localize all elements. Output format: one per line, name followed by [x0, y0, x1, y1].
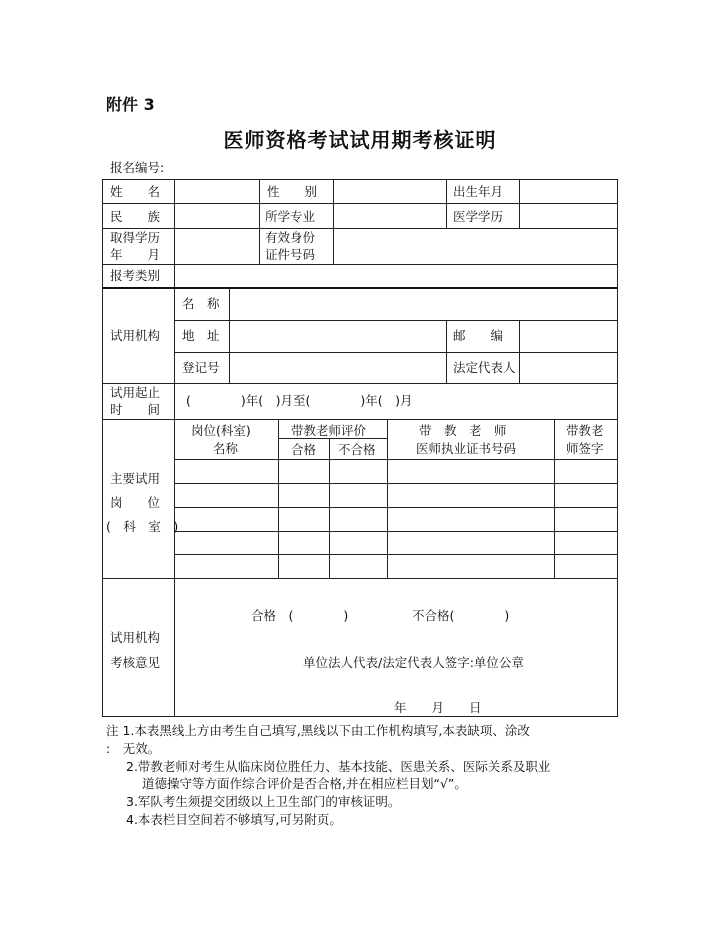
date-line: 年 月 日: [394, 700, 482, 715]
opinion-fail: 不合格( ): [412, 608, 510, 623]
teacher-cert-header-1: 带 教 老 师: [419, 423, 507, 438]
id-number-label-2: 证件号码: [265, 247, 316, 262]
registration-number-label: 报名编号:: [110, 160, 165, 175]
org-name-label: 名 称: [182, 296, 220, 311]
fail-header: 不合格: [338, 442, 376, 457]
main-post-label-1: 主要试用: [110, 471, 161, 486]
teacher-sign-header-2: 师签字: [566, 441, 604, 456]
birth-date-label: 出生年月: [453, 184, 504, 199]
note-4: 4.本表栏目空间若不够填写,可另附页。: [126, 812, 342, 827]
signature-line: 单位法人代表/法定代表人签字:单位公章: [303, 655, 524, 670]
teacher-sign-header-1: 带教老: [566, 423, 604, 438]
opinion-label-1: 试用机构: [110, 630, 161, 645]
ethnicity-label: 民 族: [110, 209, 161, 224]
legal-representative-label: 法定代表人: [453, 360, 516, 375]
trial-period-value: ( )年( )月至( )年( )月: [186, 393, 413, 408]
gender-label: 性 别: [267, 184, 318, 199]
org-address-label: 地 址: [182, 328, 220, 343]
pass-header: 合格: [291, 442, 317, 457]
note-3: 3.军队考生须提交团级以上卫生部门的审核证明。: [126, 794, 401, 809]
major-label: 所学专业: [265, 209, 316, 224]
teacher-cert-header-2: 医师执业证书号码: [416, 441, 517, 456]
degree-date-label-2: 年 月: [110, 247, 161, 262]
page-title: 医师资格考试试用期考核证明: [223, 128, 497, 152]
postal-code-label: 邮 编: [453, 328, 504, 343]
opinion-pass: 合格 ( ): [251, 608, 349, 623]
id-number-label-1: 有效身份: [265, 230, 316, 245]
main-post-label-2: 岗 位: [110, 495, 161, 510]
post-name-header-1: 岗位(科室): [191, 423, 251, 438]
main-post-label-3: ( 科 室 ): [106, 519, 179, 534]
attachment-label: 附件 3: [106, 95, 155, 114]
degree-date-label-1: 取得学历: [110, 230, 161, 245]
trial-period-label-1: 试用起止: [110, 385, 161, 400]
trial-period-label-2: 时 间: [110, 402, 161, 417]
post-name-header-2: 名称: [213, 441, 239, 456]
note-1b: : 无效。: [106, 741, 161, 756]
opinion-label-2: 考核意见: [110, 655, 161, 670]
note-2a: 2.带教老师对考生从临床岗位胜任力、基本技能、医患关系、医际关系及职业: [126, 759, 551, 774]
medical-degree-label: 医学学历: [453, 209, 504, 224]
note-2b: 道德操守等方面作综合评价是否合格,并在相应栏目划“√”。: [142, 776, 467, 791]
teacher-evaluation-header: 带教老师评价: [291, 423, 367, 438]
exam-category-label: 报考类别: [110, 268, 161, 283]
name-label: 姓 名: [110, 184, 161, 199]
registration-no-label: 登记号: [182, 360, 220, 375]
note-1a: 注 1.本表黑线上方由考生自己填写,黑线以下由工作机构填写,本表缺项、涂改: [106, 723, 530, 738]
trial-org-label: 试用机构: [110, 328, 161, 343]
